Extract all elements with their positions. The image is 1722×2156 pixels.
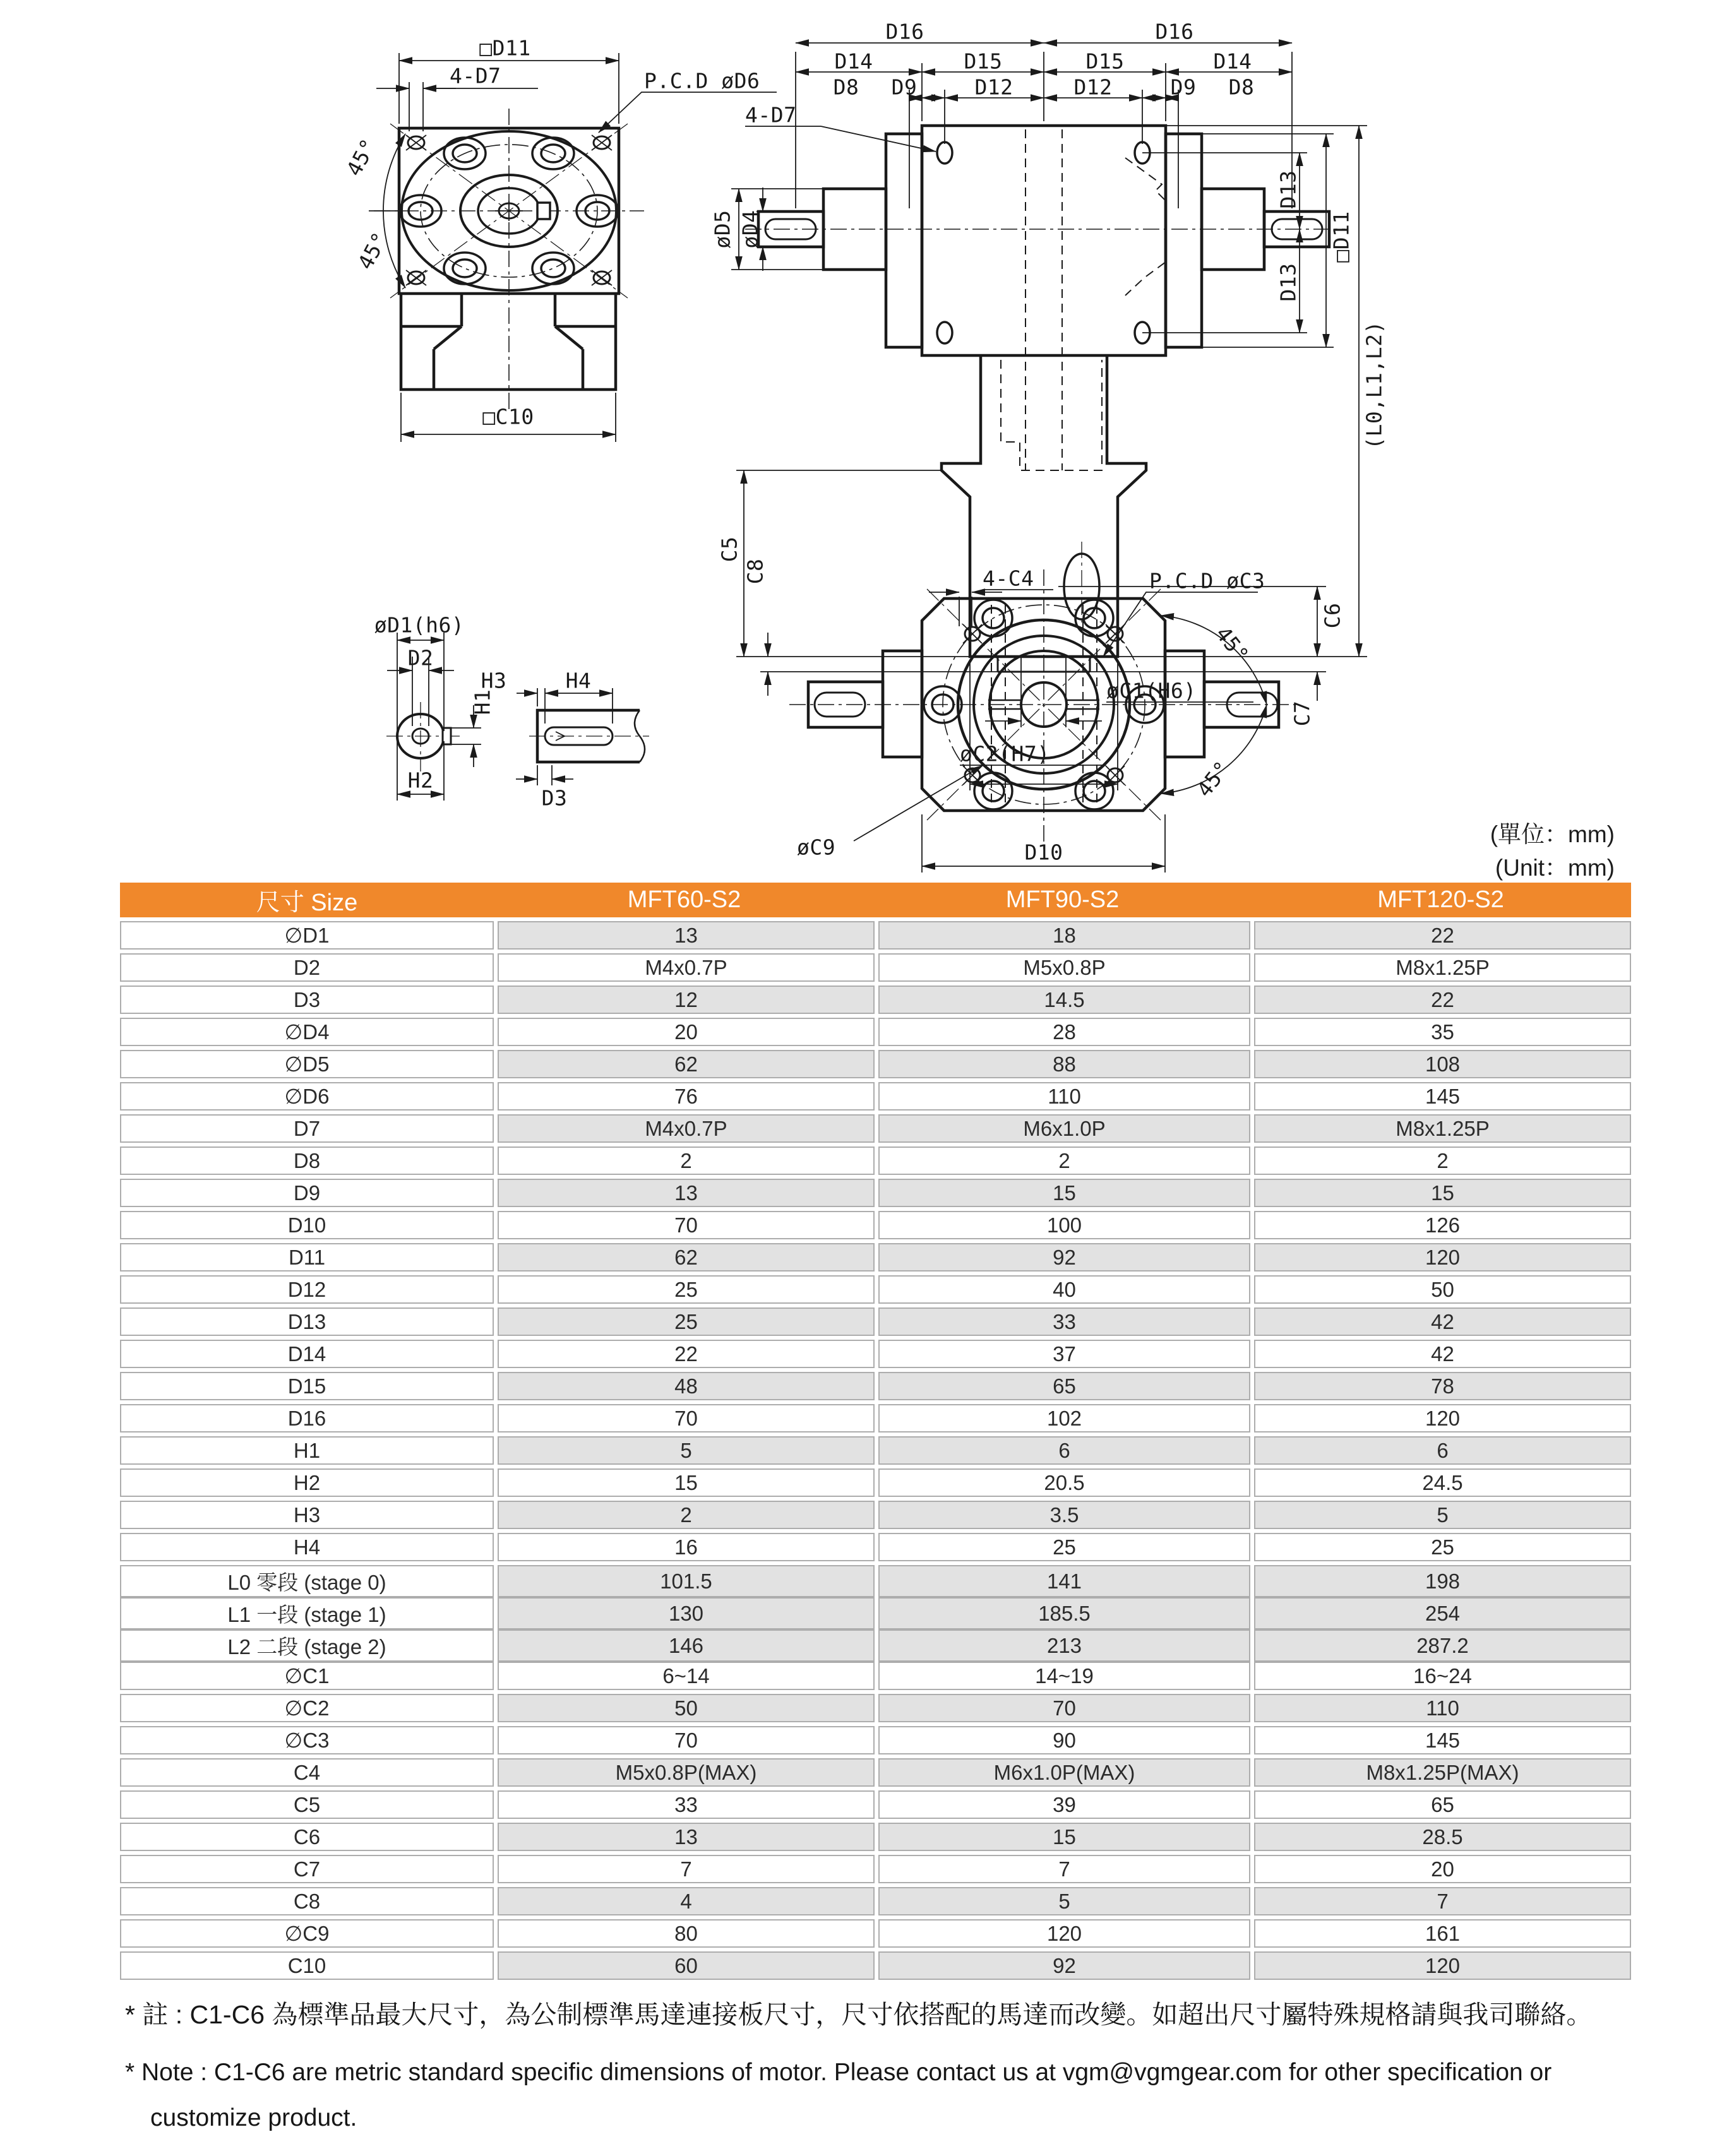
- size-label-cell: C8: [120, 1887, 494, 1915]
- size-value-cell-mft120: 28.5: [1254, 1823, 1631, 1851]
- size-label-cell: D9: [120, 1179, 494, 1207]
- front-pcd-label: P.C.D øD6: [644, 68, 760, 93]
- table-row: [120, 1855, 1631, 1883]
- size-value-cell-mft120: 15: [1254, 1179, 1631, 1207]
- units-note-zh: (單位：mm): [1490, 821, 1615, 847]
- size-value-cell-mft60: 13: [498, 1179, 875, 1207]
- size-label-cell: ∅C9: [120, 1919, 494, 1948]
- size-value-cell-mft90: 15: [878, 1179, 1250, 1207]
- size-label-cell: D8: [120, 1146, 494, 1175]
- header-mft90: MFT90-S2: [1005, 886, 1120, 913]
- dim-label-c8: C8: [743, 558, 768, 585]
- table-row: [120, 1790, 1631, 1819]
- size-label-cell: D16: [120, 1404, 494, 1432]
- size-label-cell: D13: [120, 1307, 494, 1336]
- size-label-cell: H4: [120, 1533, 494, 1561]
- dim-label-d8-left: D8: [833, 74, 859, 100]
- size-label-cell: D10: [120, 1211, 494, 1239]
- size-value-cell-mft90: M5x0.8P: [878, 953, 1250, 982]
- keyway-dims: [481, 669, 613, 811]
- dim-label-d4: øD4: [738, 210, 763, 249]
- size-value-cell-mft60: 33: [498, 1790, 875, 1819]
- size-value-cell-mft90: 28: [878, 1018, 1250, 1046]
- size-value-cell-mft120: 120: [1254, 1404, 1631, 1432]
- rear-view-drawing: [789, 566, 1301, 873]
- technical-drawings: [0, 0, 1722, 884]
- dim-label-d15-left: D15: [964, 49, 1003, 74]
- size-value-cell-mft60: 7: [498, 1855, 875, 1883]
- size-value-cell-mft120: 110: [1254, 1694, 1631, 1722]
- table-row: [120, 1146, 1631, 1175]
- size-value-cell-mft60: 70: [498, 1726, 875, 1754]
- size-value-cell-mft120: 20: [1254, 1855, 1631, 1883]
- size-value-cell-mft90: 90: [878, 1726, 1250, 1754]
- front-body-outline: [401, 295, 616, 390]
- table-header-row: [120, 883, 1631, 917]
- size-label-cell: L2 二段 (stage 2): [120, 1629, 494, 1662]
- size-value-cell-mft60: 20: [498, 1018, 875, 1046]
- size-value-cell-mft90: 120: [878, 1919, 1250, 1948]
- table-row: [120, 1629, 1631, 1658]
- table-row: [120, 1436, 1631, 1465]
- dim-label-h3: H3: [481, 668, 507, 693]
- size-value-cell-mft60: 25: [498, 1275, 875, 1304]
- size-value-cell-mft120: 42: [1254, 1307, 1631, 1336]
- size-value-cell-mft120: 16~24: [1254, 1662, 1631, 1690]
- size-value-cell-mft90: 6: [878, 1436, 1250, 1465]
- size-value-cell-mft60: 130: [498, 1597, 875, 1629]
- size-value-cell-mft60: 13: [498, 1823, 875, 1851]
- table-row: [120, 1275, 1631, 1304]
- size-value-cell-mft120: 145: [1254, 1726, 1631, 1754]
- dim-label-d3: D3: [541, 785, 568, 811]
- footnote-en: * Note : C1-C6 are metric standard specific dimensions of motor. Please contact us at vgm@vgmgear.com for other specification or customize product.: [125, 2059, 1552, 2132]
- front-angle-lower-label: 45°: [352, 227, 393, 274]
- table-row: [120, 1662, 1631, 1690]
- dim-label-c7: C7: [1289, 700, 1315, 727]
- size-value-cell-mft60: 5: [498, 1436, 875, 1465]
- size-value-cell-mft90: 39: [878, 1790, 1250, 1819]
- size-value-cell-mft90: 20.5: [878, 1468, 1250, 1497]
- size-value-cell-mft120: 120: [1254, 1243, 1631, 1272]
- size-value-cell-mft60: 48: [498, 1372, 875, 1400]
- size-value-cell-mft120: 7: [1254, 1887, 1631, 1915]
- dim-label-d11-side: □D11: [1329, 211, 1354, 263]
- table-row: [120, 1179, 1631, 1207]
- size-label-cell: H2: [120, 1468, 494, 1497]
- dim-label-d15-right: D15: [1085, 49, 1125, 74]
- size-label-cell: ∅C1: [120, 1662, 494, 1690]
- size-label-cell: D3: [120, 986, 494, 1014]
- size-value-cell-mft120: 50: [1254, 1275, 1631, 1304]
- size-value-cell-mft90: M6x1.0P: [878, 1114, 1250, 1143]
- size-value-cell-mft60: 13: [498, 921, 875, 950]
- size-value-cell-mft60: 2: [498, 1146, 875, 1175]
- dim-4c4: [929, 566, 1053, 627]
- rear-c9-label: øC9: [797, 835, 836, 860]
- size-label-cell: C4: [120, 1758, 494, 1787]
- dim-label-d1: øD1(h6): [374, 612, 465, 638]
- front-4d7-label: 4-D7: [450, 63, 501, 88]
- shaft-detail-drawing: [374, 613, 649, 811]
- size-value-cell-mft90: 5: [878, 1887, 1250, 1915]
- size-label-cell: ∅D5: [120, 1050, 494, 1078]
- table-row: [120, 1694, 1631, 1722]
- dim-label-d9-left: D9: [891, 74, 918, 100]
- size-value-cell-mft90: 92: [878, 1243, 1250, 1272]
- size-label-cell: D14: [120, 1340, 494, 1368]
- size-value-cell-mft90: 92: [878, 1951, 1250, 1980]
- size-value-cell-mft90: 14.5: [878, 986, 1250, 1014]
- size-value-cell-mft90: M6x1.0P(MAX): [878, 1758, 1250, 1787]
- size-table-body: [120, 921, 1631, 1980]
- table-row: [120, 1726, 1631, 1754]
- rear-angle-lower-label: 45°: [1192, 756, 1235, 802]
- table-row: [120, 1823, 1631, 1851]
- dim-label-d12-right: D12: [1073, 74, 1113, 100]
- front-angle-upper-label: 45°: [341, 134, 381, 181]
- size-value-cell-mft120: M8x1.25P: [1254, 953, 1631, 982]
- size-label-cell: ∅C3: [120, 1726, 494, 1754]
- dim-label-d13-bottom: D13: [1276, 263, 1301, 302]
- size-value-cell-mft120: 42: [1254, 1340, 1631, 1368]
- size-label-cell: D12: [120, 1275, 494, 1304]
- size-value-cell-mft120: 78: [1254, 1372, 1631, 1400]
- table-row: [120, 1501, 1631, 1529]
- size-value-cell-mft120: 5: [1254, 1501, 1631, 1529]
- dimension-table: [120, 883, 1631, 1980]
- size-label-cell: D15: [120, 1372, 494, 1400]
- header-size: 尺寸 Size: [256, 890, 358, 916]
- dim-label-d2: D2: [407, 645, 434, 670]
- size-value-cell-mft90: 37: [878, 1340, 1250, 1368]
- size-value-cell-mft120: 120: [1254, 1951, 1631, 1980]
- dim-label-d8-right: D8: [1228, 74, 1255, 100]
- dim-label-d12-left: D12: [974, 74, 1013, 100]
- size-value-cell-mft120: 108: [1254, 1050, 1631, 1078]
- size-value-cell-mft60: 146: [498, 1629, 875, 1662]
- size-value-cell-mft120: M8x1.25P: [1254, 1114, 1631, 1143]
- size-value-cell-mft120: 145: [1254, 1082, 1631, 1111]
- table-row: [120, 1887, 1631, 1915]
- size-value-cell-mft90: 14~19: [878, 1662, 1250, 1690]
- size-value-cell-mft90: 102: [878, 1404, 1250, 1432]
- dim-label-d14-right: D14: [1213, 49, 1252, 74]
- size-value-cell-mft90: 70: [878, 1694, 1250, 1722]
- dim-label-d5: øD5: [710, 210, 735, 249]
- side-c5-c8-dims: [717, 470, 998, 696]
- dim-label-d14-left: D14: [834, 49, 873, 74]
- size-value-cell-mft60: 25: [498, 1307, 875, 1336]
- size-label-cell: D2: [120, 953, 494, 982]
- dim-label-stages: (L0,L1,L2): [1361, 321, 1387, 450]
- size-value-cell-mft120: 198: [1254, 1565, 1631, 1597]
- size-value-cell-mft120: M8x1.25P(MAX): [1254, 1758, 1631, 1787]
- header-mft60: MFT60-S2: [627, 886, 741, 913]
- table-row: [120, 1243, 1631, 1272]
- dim-label-c5: C5: [717, 536, 742, 563]
- dim-label-h2: H2: [407, 768, 434, 793]
- rear-4c4-label: 4-C4: [983, 566, 1034, 591]
- table-row: [120, 986, 1631, 1014]
- size-label-cell: D7: [120, 1114, 494, 1143]
- dim-label-h1: H1: [470, 689, 495, 715]
- dim-label-c6: C6: [1320, 602, 1345, 629]
- size-value-cell-mft90: 2: [878, 1146, 1250, 1175]
- size-value-cell-mft60: 15: [498, 1468, 875, 1497]
- side-4d7-label: 4-D7: [745, 102, 797, 128]
- footnote-zh: * 註 : C1-C6 為標準品最大尺寸，為公制標準馬達連接板尺寸，尺寸依搭配的馬達而改變。如超出尺寸屬特殊規格請與我司聯絡。: [125, 2000, 1593, 2029]
- table-row: [120, 1404, 1631, 1432]
- rear-pcd-label: P.C.D øC3: [1149, 568, 1265, 593]
- dim-label-c2: øC2(H7): [960, 741, 1050, 766]
- size-label-cell: ∅D6: [120, 1082, 494, 1111]
- size-value-cell-mft60: 101.5: [498, 1565, 875, 1597]
- size-value-cell-mft120: 254: [1254, 1597, 1631, 1629]
- rear-d10-label: D10: [1024, 840, 1063, 865]
- table-row: [120, 1565, 1631, 1593]
- dim-label-d13-top: D13: [1276, 170, 1301, 209]
- size-label-cell: L1 一段 (stage 1): [120, 1597, 494, 1629]
- size-value-cell-mft90: 88: [878, 1050, 1250, 1078]
- size-value-cell-mft60: 50: [498, 1694, 875, 1722]
- size-value-cell-mft120: 287.2: [1254, 1629, 1631, 1662]
- units-note-en: (Unit：mm): [1495, 854, 1615, 881]
- table-row: [120, 1919, 1631, 1948]
- table-row: [120, 1082, 1631, 1111]
- size-value-cell-mft120: 22: [1254, 921, 1631, 950]
- table-row: [120, 1018, 1631, 1046]
- dim-label-c1: øC1(H6): [1106, 678, 1197, 703]
- size-value-cell-mft90: 3.5: [878, 1501, 1250, 1529]
- size-value-cell-mft60: 6~14: [498, 1662, 875, 1690]
- size-value-cell-mft60: 12: [498, 986, 875, 1014]
- dim-d10: [922, 814, 1165, 873]
- size-value-cell-mft60: 62: [498, 1243, 875, 1272]
- size-value-cell-mft90: 141: [878, 1565, 1250, 1597]
- size-label-cell: ∅C2: [120, 1694, 494, 1722]
- table-row: [120, 1951, 1631, 1980]
- size-value-cell-mft90: 110: [878, 1082, 1250, 1111]
- table-row: [120, 1050, 1631, 1078]
- rear-angle-upper-label: 45°: [1211, 621, 1254, 667]
- side-4d7-leader: [745, 103, 936, 152]
- table-row: [120, 1533, 1631, 1561]
- size-label-cell: C10: [120, 1951, 494, 1980]
- size-value-cell-mft90: 40: [878, 1275, 1250, 1304]
- size-value-cell-mft120: 126: [1254, 1211, 1631, 1239]
- size-label-cell: C5: [120, 1790, 494, 1819]
- side-view-drawing: [710, 20, 1387, 791]
- shaft-end-dims: [374, 613, 495, 801]
- size-value-cell-mft60: 76: [498, 1082, 875, 1111]
- size-value-cell-mft60: 80: [498, 1919, 875, 1948]
- dim-c10-front: [401, 393, 616, 442]
- size-value-cell-mft90: 100: [878, 1211, 1250, 1239]
- table-row: [120, 1114, 1631, 1143]
- header-mft120: MFT120-S2: [1377, 886, 1504, 913]
- dim-label-h4: H4: [565, 668, 592, 693]
- size-value-cell-mft90: 25: [878, 1533, 1250, 1561]
- size-label-cell: C7: [120, 1855, 494, 1883]
- table-row: [120, 1372, 1631, 1400]
- rear-angle-dims: [1161, 616, 1267, 802]
- size-value-cell-mft60: M5x0.8P(MAX): [498, 1758, 875, 1787]
- size-value-cell-mft90: 7: [878, 1855, 1250, 1883]
- front-angle-dims: [342, 134, 405, 288]
- size-value-cell-mft60: 22: [498, 1340, 875, 1368]
- size-value-cell-mft120: 35: [1254, 1018, 1631, 1046]
- size-label-cell: D11: [120, 1243, 494, 1272]
- size-value-cell-mft120: 22: [1254, 986, 1631, 1014]
- leader-c9: [797, 765, 983, 860]
- table-row: [120, 1758, 1631, 1787]
- size-value-cell-mft90: 213: [878, 1629, 1250, 1662]
- size-label-cell: ∅D4: [120, 1018, 494, 1046]
- dim-label-d16-left: D16: [885, 19, 924, 44]
- size-value-cell-mft120: 24.5: [1254, 1468, 1631, 1497]
- size-value-cell-mft60: 70: [498, 1211, 875, 1239]
- table-row: [120, 1307, 1631, 1336]
- size-label-cell: H1: [120, 1436, 494, 1465]
- size-label-cell: ∅D1: [120, 921, 494, 950]
- side-top-dims: [796, 20, 1292, 209]
- table-row: [120, 1468, 1631, 1497]
- dim-label-d9-right: D9: [1170, 74, 1197, 100]
- table-row: [120, 921, 1631, 950]
- table-row: [120, 953, 1631, 982]
- size-value-cell-mft60: 62: [498, 1050, 875, 1078]
- size-value-cell-mft60: 4: [498, 1887, 875, 1915]
- size-value-cell-mft120: 161: [1254, 1919, 1631, 1948]
- size-value-cell-mft90: 33: [878, 1307, 1250, 1336]
- units-note: [1490, 818, 1615, 884]
- table-row: [120, 1211, 1631, 1239]
- size-value-cell-mft90: 15: [878, 1823, 1250, 1851]
- front-c10-label: □C10: [482, 404, 534, 429]
- dim-label-d16-right: D16: [1155, 19, 1194, 44]
- size-value-cell-mft120: 6: [1254, 1436, 1631, 1465]
- size-value-cell-mft60: M4x0.7P: [498, 953, 875, 982]
- size-value-cell-mft60: 16: [498, 1533, 875, 1561]
- size-value-cell-mft90: 18: [878, 921, 1250, 950]
- table-row: [120, 1597, 1631, 1626]
- size-value-cell-mft60: 60: [498, 1951, 875, 1980]
- size-value-cell-mft60: M4x0.7P: [498, 1114, 875, 1143]
- size-value-cell-mft90: 185.5: [878, 1597, 1250, 1629]
- size-value-cell-mft120: 25: [1254, 1533, 1631, 1561]
- dim-4d7-front: [376, 64, 538, 132]
- size-value-cell-mft90: 65: [878, 1372, 1250, 1400]
- size-value-cell-mft60: 70: [498, 1404, 875, 1432]
- footnotes: [125, 1994, 1641, 2141]
- size-value-cell-mft120: 2: [1254, 1146, 1631, 1175]
- table-row: [120, 1340, 1631, 1368]
- size-label-cell: C6: [120, 1823, 494, 1851]
- size-label-cell: L0 零段 (stage 0): [120, 1565, 494, 1597]
- size-value-cell-mft60: 2: [498, 1501, 875, 1529]
- size-label-cell: H3: [120, 1501, 494, 1529]
- size-value-cell-mft120: 65: [1254, 1790, 1631, 1819]
- front-d11-label: □D11: [479, 35, 531, 61]
